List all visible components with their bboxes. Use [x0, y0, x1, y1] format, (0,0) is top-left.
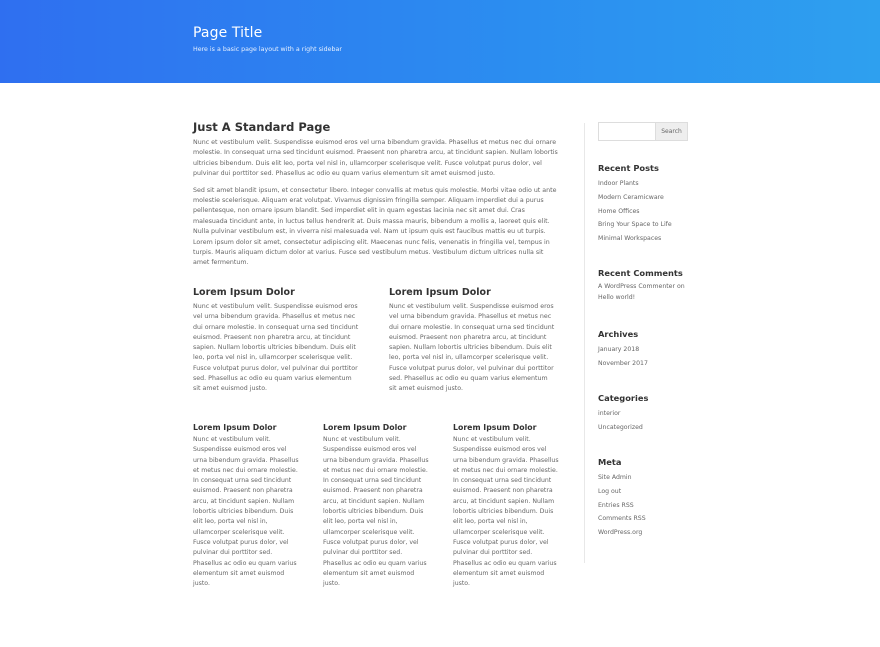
search-form [598, 122, 708, 141]
list-item [598, 357, 708, 371]
archive-link[interactable]: November 2017 [598, 359, 648, 367]
main-content [193, 120, 558, 275]
column-block [389, 287, 557, 395]
list-item [598, 343, 708, 357]
meta-link[interactable]: Comments RSS [598, 515, 646, 523]
comment-item [598, 282, 690, 303]
list-item [598, 499, 708, 513]
list-item [598, 471, 708, 485]
widget-title: Meta [598, 457, 622, 467]
list-item [598, 512, 708, 526]
list-item [598, 205, 708, 219]
category-link[interactable]: interior [598, 410, 621, 417]
list-item [598, 232, 708, 246]
widget-title: Categories [598, 393, 649, 403]
page-subtitle: Here is a basic page layout with a right sidebar [193, 46, 342, 53]
archives-list [598, 343, 708, 371]
list-item [598, 191, 708, 205]
meta-link[interactable]: Log out [598, 487, 622, 495]
meta-link[interactable]: Site Admin [598, 474, 632, 481]
meta-widget [598, 457, 708, 540]
column-text: Nunc et vestibulum velit. Suspendisse euismod eros vel urna bibendum gravida. Phasellus et metus nec dui ornare molestie. In consequat urna sed tincidunt euismod. Praesent non pharetra arcu, at tincidunt sapien. Nullam lobortis ultricies bibendum. Duis elit leo, porta vel nisl in, ullamcorper scelerisque velit. Fusce volutpat purus dolor, vel pulvinar dui porttitor sed. Phasellus ac odio eu quam varius elementum sit amet euismod justo. [193, 436, 299, 588]
list-item [598, 526, 708, 540]
archive-link[interactable]: January 2018 [598, 346, 640, 353]
list-item [598, 407, 708, 421]
comment-author-link[interactable]: A WordPress Commenter [598, 283, 676, 290]
sidebar [598, 122, 708, 537]
recent-posts-widget [598, 163, 708, 246]
meta-link[interactable]: WordPress.org [598, 529, 643, 537]
column-title: Lorem Ipsum Dolor [453, 423, 537, 432]
category-link[interactable]: Uncategorized [598, 423, 643, 431]
column-text: Nunc et vestibulum velit. Suspendisse euismod eros vel urna bibendum gravida. Phasellus et metus nec dui ornare molestie. In consequat urna sed tincidunt euismod. Praesent non pharetra arcu, at tincidunt sapien. Nullam lobortis ultricies bibendum. Duis elit leo, porta vel nisl in, ullamcorper scelerisque velit. Fusce volutpat purus dolor, vel pulvinar dui porttitor sed. Phasellus ac odio eu quam varius elementum sit amet euismod justo. [323, 436, 429, 588]
column-text: Nunc et vestibulum velit. Suspendisse euismod eros vel urna bibendum gravida. Phasellus et metus nec dui ornare molestie. In consequat urna sed tincidunt euismod. Praesent non pharetra arcu, at tincidunt sapien. Nullam lobortis ultricies bibendum. Duis elit leo, porta vel nisl in, ullamcorper scelerisque velit. Fusce volutpat purus dolor, vel pulvinar dui porttitor sed. Phasellus ac odio eu quam varius elementum sit amet euismod justo. [453, 436, 559, 588]
widget-title: Archives [598, 329, 639, 339]
recent-post-link[interactable]: Home Offices [598, 207, 640, 215]
categories-list [598, 407, 708, 435]
page-title: Page Title [193, 25, 263, 41]
column-title: Lorem Ipsum Dolor [323, 423, 407, 432]
column-text: Nunc et vestibulum velit. Suspendisse euismod eros vel urna bibendum gravida. Phasellus et metus nec dui ornare molestie. In consequat urna sed tincidunt euismod. Praesent non pharetra arcu, at tincidunt sapien. Nullam lobortis ultricies bibendum. Duis elit leo, porta vel nisl in, ullamcorper scelerisque velit. Fusce volutpat purus dolor, vel pulvinar dui porttitor sed. Phasellus ac odio eu quam varius elementum sit amet euismod justo. [193, 303, 359, 393]
recent-post-link[interactable]: Indoor Plants [598, 180, 639, 187]
recent-post-link[interactable]: Modern Ceramicware [598, 193, 664, 201]
column-block [193, 287, 361, 395]
list-item [598, 421, 708, 435]
column-block [193, 423, 301, 589]
content-paragraph: Sed sit amet blandit ipsum, et consectetur libero. Integer convallis at metus quis molestie. Morbi vitae odio ut ante molestie scelerisque. Aliquam erat volutpat. Vivamus dignissim fringilla semper. Aliquam imperdiet dui a purus pellentesque, non ornare ipsum blandit. Sed imperdiet elit in quam egestas lacinia nec sit amet dui. Cras malesuada tincidunt ante, in luctus tellus hendrerit at. Duis massa mauris, bibendum a mollis a, laoreet quis elit. Nulla pulvinar vestibulum est, in viverra nisi malesuada vel. Nam ut ipsum quis est faucibus mattis eu ut turpis. Lorem ipsum dolor sit amet, consectetur adipiscing elit. Maecenas nunc felis, venenatis in fringilla vel, tempus in turpis. Mauris aliquam dictum dolor at varius. Fusce sed vestibulum metus. Vestibulum dictum ultrices nulla sit amet fermentum. [193, 186, 557, 267]
list-item [598, 485, 708, 499]
search-input[interactable] [598, 122, 656, 141]
list-item [598, 177, 708, 191]
sidebar-divider [584, 123, 585, 563]
archives-widget [598, 329, 708, 371]
comment-post-link[interactable]: Hello world! [598, 293, 636, 301]
column-block [323, 423, 431, 589]
recent-post-link[interactable]: Bring Your Space to Life [598, 221, 672, 229]
meta-list [598, 471, 708, 540]
comment-on-text: on [677, 283, 685, 290]
column-block [453, 423, 561, 589]
list-item [598, 218, 708, 232]
recent-comments-widget [598, 268, 708, 303]
content-paragraph: Nunc et vestibulum velit. Suspendisse euismod eros vel urna bibendum gravida. Phasellus et metus nec dui ornare molestie. In consequat urna sed tincidunt euismod. Praesent non pharetra arcu, at tincidunt sapien. Nullam lobortis ultricies bibendum. Duis elit leo, porta vel nisl in, ullamcorper scelerisque velit. Fusce volutpat purus dolor, vel pulvinar dui porttitor sed. Phasellus ac odio eu quam varius elementum sit amet euismod justo. [193, 139, 558, 178]
meta-link[interactable]: Entries RSS [598, 501, 634, 509]
categories-widget [598, 393, 708, 435]
content-heading: Just A Standard Page [193, 120, 331, 134]
page-header [0, 0, 880, 83]
column-title: Lorem Ipsum Dolor [193, 287, 295, 298]
recent-posts-list [598, 177, 708, 246]
recent-post-link[interactable]: Minimal Workspaces [598, 235, 662, 243]
column-title: Lorem Ipsum Dolor [193, 423, 277, 432]
widget-title: Recent Comments [598, 268, 683, 278]
widget-title: Recent Posts [598, 163, 659, 173]
search-button[interactable]: Search [656, 122, 688, 141]
column-title: Lorem Ipsum Dolor [389, 287, 491, 298]
column-text: Nunc et vestibulum velit. Suspendisse euismod eros vel urna bibendum gravida. Phasellus et metus nec dui ornare molestie. In consequat urna sed tincidunt euismod. Praesent non pharetra arcu, at tincidunt sapien. Nullam lobortis ultricies bibendum. Duis elit leo, porta vel nisl in, ullamcorper scelerisque velit. Fusce volutpat purus dolor, vel pulvinar dui porttitor sed. Phasellus ac odio eu quam varius elementum sit amet euismod justo. [389, 303, 555, 393]
